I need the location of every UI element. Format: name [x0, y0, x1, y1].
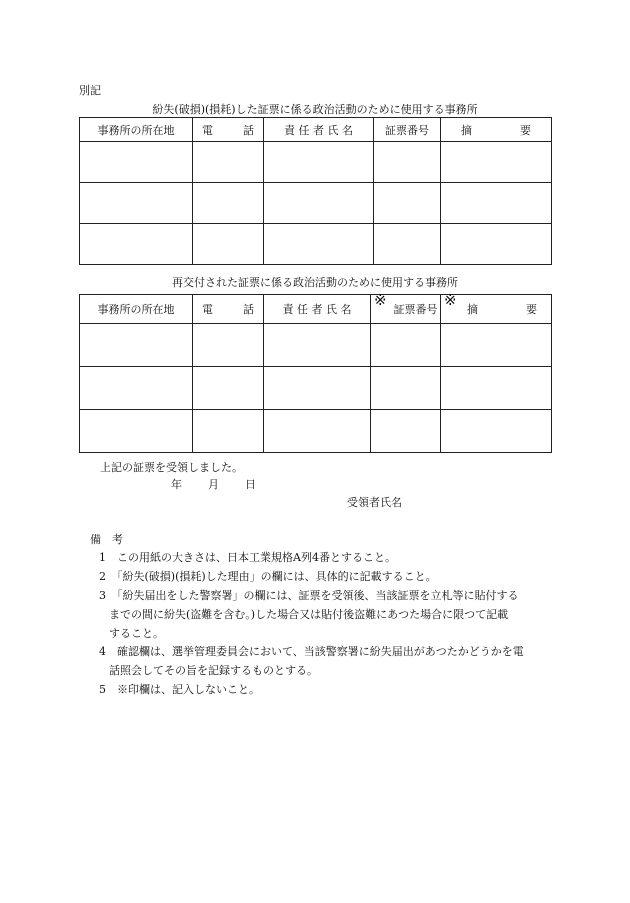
table1-caption: 紛失(破損)(損耗)した証票に係る政治活動のために使用する事務所: [152, 103, 478, 116]
table-header-row: [80, 295, 552, 324]
date-day: 日: [245, 478, 256, 491]
table-cell[interactable]: [193, 324, 264, 367]
note-item-3: 3 「紛失届出をした警察署」の欄には、証票を受領後、当該証票を立札等に貼付する: [99, 589, 519, 602]
table-cell[interactable]: [374, 183, 441, 224]
table-cell[interactable]: [441, 367, 552, 410]
table-row: [80, 324, 552, 367]
table-row: [80, 224, 552, 265]
header-phone-char1: 電: [202, 303, 213, 316]
note-item-5: 5 ※印欄は、記入しないこと。: [99, 683, 260, 696]
receipt-statement: 上記の証票を受領しました。: [100, 461, 243, 474]
notes-title: 備 考: [90, 533, 123, 546]
note-item-4: 4 確認欄は、選挙管理委員会において、当該警察署に紛失届出があつたかどうかを電: [99, 645, 524, 658]
table-row: [80, 183, 552, 224]
asterisk-mark-icon: ※: [444, 291, 457, 309]
header-responsible-name: 責 任 者 氏 名: [264, 295, 371, 324]
table-cell[interactable]: [80, 410, 193, 453]
header-phone: [193, 118, 264, 142]
table-cell[interactable]: [80, 224, 193, 265]
table-cell[interactable]: [371, 410, 441, 453]
table-cell[interactable]: [80, 142, 193, 183]
header-summary-char1: 摘: [467, 303, 478, 316]
table-cell[interactable]: [441, 183, 552, 224]
table-cell[interactable]: [441, 410, 552, 453]
table-cell[interactable]: [80, 324, 193, 367]
table2-caption: 再交付された証票に係る政治活動のために使用する事務所: [172, 276, 458, 289]
table-cell[interactable]: [371, 367, 441, 410]
header-phone-char2: 話: [243, 303, 254, 316]
table-cell[interactable]: [441, 324, 552, 367]
table-cell[interactable]: [441, 142, 552, 183]
note-item-3-line2: までの間に紛失(盗難を含む。)した場合又は貼付後盗難にあつた場合に限つて記載: [109, 608, 509, 621]
table-cell[interactable]: [193, 183, 264, 224]
table-row: [80, 367, 552, 410]
table-header-row: [80, 118, 552, 142]
table-cell[interactable]: [80, 367, 193, 410]
table-cell[interactable]: [374, 224, 441, 265]
date-line: [171, 476, 256, 492]
note-item-1: 1 この用紙の大きさは、日本工業規格A列4番とすること。: [99, 551, 396, 564]
table-cell[interactable]: [264, 183, 374, 224]
table-cell[interactable]: [264, 410, 371, 453]
header-certificate-number: 証票番号: [374, 118, 441, 142]
table-cell[interactable]: [80, 183, 193, 224]
table-cell[interactable]: [193, 410, 264, 453]
header-office-location: 事務所の所在地: [80, 295, 193, 324]
table-cell[interactable]: [193, 367, 264, 410]
date-month: 月: [208, 478, 219, 491]
recipient-name-label: 受領者氏名: [347, 496, 402, 509]
table-row: [80, 410, 552, 453]
table-cell[interactable]: [264, 142, 374, 183]
header-summary-char2: 要: [526, 303, 537, 316]
table-cell[interactable]: [264, 324, 371, 367]
header-phone: [193, 295, 264, 324]
note-item-2: 2 「紛失(破損)(損耗)した理由」の欄には、具体的に記載すること。: [99, 570, 437, 583]
reissued-certificate-table: [79, 291, 552, 453]
header-office-location: 事務所の所在地: [80, 118, 193, 142]
header-responsible-name: 責 任 者 氏 名: [264, 118, 374, 142]
header-summary: [441, 118, 552, 142]
table-cell[interactable]: [371, 324, 441, 367]
table-cell[interactable]: [441, 224, 552, 265]
table-cell[interactable]: [193, 142, 264, 183]
document-label: 別記: [79, 84, 101, 97]
header-phone-char2: 話: [243, 123, 254, 137]
table-row: [80, 142, 552, 183]
table-cell[interactable]: [374, 142, 441, 183]
header-summary-char2: 要: [520, 123, 531, 137]
asterisk-mark-icon: ※: [374, 291, 387, 309]
table-cell[interactable]: [193, 224, 264, 265]
lost-certificate-table: [79, 117, 552, 265]
date-year: 年: [171, 478, 182, 491]
table-cell[interactable]: [264, 224, 374, 265]
header-phone-char1: 電: [202, 123, 213, 137]
header-certificate-number: [371, 291, 441, 324]
table-cell[interactable]: [264, 367, 371, 410]
note-item-3-line3: すること。: [109, 627, 164, 640]
header-summary: [441, 291, 552, 324]
header-summary-char1: 摘: [461, 123, 472, 137]
header-certificate-number-label: 証票番号: [393, 303, 438, 316]
note-item-4-line2: 話照会してその旨を記録するものとする。: [109, 664, 318, 677]
